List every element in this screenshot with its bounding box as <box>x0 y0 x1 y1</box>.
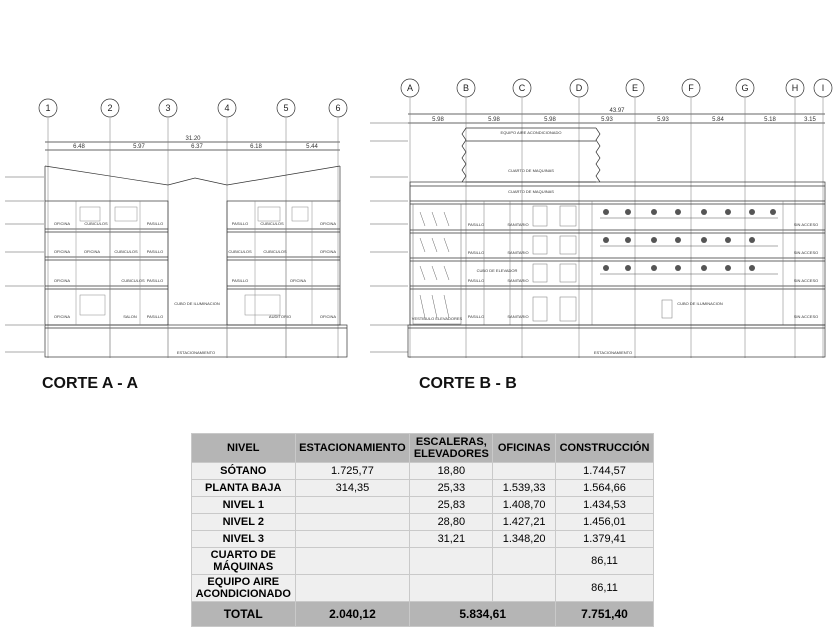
table-row <box>192 480 654 497</box>
dimension: 6.37 <box>191 144 203 150</box>
sanitario-label: SANITARIO <box>507 314 529 319</box>
axis-label: 2 <box>107 103 113 113</box>
dimension: 5.97 <box>133 144 145 150</box>
light-well-label: CUBO DE ILUMINACION <box>174 301 220 306</box>
sanitario-label: SANITARIO <box>507 222 529 227</box>
table-row <box>192 463 654 480</box>
room-label: OFICINA <box>53 221 71 226</box>
cuarto-label: CUARTO DE MAQUINAS <box>508 189 554 194</box>
oficinas-cell: 1.539,33 <box>493 480 556 497</box>
construccion-cell: 1.456,01 <box>556 514 654 531</box>
escaleras-cell: 28,80 <box>410 514 493 531</box>
area-table <box>191 433 654 627</box>
room-label: CUBICULOS <box>260 221 284 226</box>
table-row <box>192 548 654 575</box>
construccion-cell: 1.564,66 <box>556 480 654 497</box>
dimension: 5.44 <box>306 144 318 150</box>
oficinas-cell: 1.408,70 <box>493 497 556 514</box>
sin-acceso-label: SIN ACCESO <box>793 278 819 283</box>
axis-label: C <box>518 83 526 93</box>
sin-acceso-label: SIN ACCESO <box>793 314 819 319</box>
section-title-bb: CORTE B - B <box>419 375 517 392</box>
nivel-cell: NIVEL 1 <box>192 497 296 514</box>
axis-label: 3 <box>165 103 171 113</box>
equipo-label: EQUIPO AIRE ACONDICIONADO <box>500 130 562 135</box>
dimension: 5.98 <box>432 117 444 123</box>
room-label: CUBICULOS <box>263 249 287 254</box>
nivel-cell: SÓTANO <box>192 463 296 480</box>
estacionamiento-cell <box>295 497 410 514</box>
table-row <box>192 497 654 514</box>
axis-label: H <box>791 83 799 93</box>
estacionamiento-cell <box>295 514 410 531</box>
total-dimension: 43.97 <box>609 108 625 114</box>
total-estacionamiento: 2.040,12 <box>295 602 410 627</box>
axis-label: I <box>821 83 825 93</box>
room-label: OFICINA <box>319 314 337 319</box>
room-label: AUDITORIO <box>268 314 292 319</box>
basement-label: ESTACIONAMIENTO <box>176 350 216 355</box>
room-label: SALON <box>123 314 137 319</box>
escaleras-cell: 25,83 <box>410 497 493 514</box>
estacionamiento-cell <box>295 531 410 548</box>
construccion-cell: 86,11 <box>556 575 654 602</box>
elevator-label: CUBO DE ELEVADOR <box>476 268 518 273</box>
nivel-cell: EQUIPO AIRE ACONDICIONADO <box>192 575 296 602</box>
oficinas-cell: 1.348,20 <box>493 531 556 548</box>
pasillo-label: PASILLO <box>467 278 485 283</box>
header-oficinas: OFICINAS <box>493 434 556 463</box>
room-label: PASILLO <box>146 221 164 226</box>
construccion-cell: 1.744,57 <box>556 463 654 480</box>
room-label: CUBICULOS <box>228 249 252 254</box>
axis-label: F <box>688 83 694 93</box>
axis-label: 6 <box>335 103 341 113</box>
dimension: 5.18 <box>764 117 776 123</box>
room-label: OFICINA <box>289 278 307 283</box>
oficinas-cell <box>493 463 556 480</box>
estacionamiento-cell: 314,35 <box>295 480 410 497</box>
level-markers-aa <box>5 177 44 352</box>
axis-label: B <box>462 83 470 93</box>
total-oficinas: 5.834,61 <box>410 602 556 627</box>
construccion-cell: 86,11 <box>556 548 654 575</box>
total-row <box>192 602 654 627</box>
room-label: PASILLO <box>146 314 164 319</box>
nivel-cell: PLANTA BAJA <box>192 480 296 497</box>
room-label: CUBICULOS <box>121 278 145 283</box>
room-label: CUBICULOS <box>114 249 138 254</box>
pasillo-label: PASILLO <box>467 314 485 319</box>
oficinas-cell <box>493 548 556 575</box>
sanitario-label: SANITARIO <box>507 250 529 255</box>
section-title-aa: CORTE A - A <box>42 375 138 392</box>
light-well-label: CUBO DE ILUMINACION <box>677 301 723 306</box>
pasillo-label: PASILLO <box>467 222 485 227</box>
dimension: 5.98 <box>488 117 500 123</box>
header-construccion: CONSTRUCCIÓN <box>556 434 654 463</box>
construccion-cell: 1.434,53 <box>556 497 654 514</box>
estacionamiento-cell: 1.725,77 <box>295 463 410 480</box>
basement-label: ESTACIONAMIENTO <box>593 350 633 355</box>
room-label: OFICINA <box>53 249 71 254</box>
escaleras-cell: 31,21 <box>410 531 493 548</box>
axes-aa <box>39 99 347 117</box>
axis-label: 1 <box>45 103 51 113</box>
escaleras-cell <box>410 548 493 575</box>
estacionamiento-cell <box>295 548 410 575</box>
level-markers-bb <box>370 123 408 352</box>
table-row <box>192 514 654 531</box>
room-label: PASILLO <box>231 278 249 283</box>
dimension: 6.48 <box>73 144 85 150</box>
nivel-cell: CUARTO DE MÁQUINAS <box>192 548 296 575</box>
header-escaleras: ESCALERAS, ELEVADORES <box>410 434 493 463</box>
vestibulo-label: VESTIBULO ELEVADORES <box>411 316 463 321</box>
escaleras-cell: 18,80 <box>410 463 493 480</box>
oficinas-cell <box>493 575 556 602</box>
room-label: CUBICULOS <box>84 221 108 226</box>
room-label: OFICINA <box>53 314 71 319</box>
axis-label: G <box>741 83 749 93</box>
axis-label: D <box>575 83 583 93</box>
sin-acceso-label: SIN ACCESO <box>793 250 819 255</box>
room-label: PASILLO <box>231 221 249 226</box>
corte-aa-drawing <box>5 118 347 358</box>
table-header-row <box>192 434 654 463</box>
construccion-cell: 1.379,41 <box>556 531 654 548</box>
estacionamiento-cell <box>295 575 410 602</box>
axis-label: E <box>631 83 639 93</box>
dimension: 5.93 <box>657 117 669 123</box>
sin-acceso-label: SIN ACCESO <box>793 222 819 227</box>
header-estacionamiento: ESTACIONAMIENTO <box>295 434 410 463</box>
pasillo-label: PASILLO <box>467 250 485 255</box>
escaleras-cell: 25,33 <box>410 480 493 497</box>
room-label: OFICINA <box>319 221 337 226</box>
total-construccion: 7.751,40 <box>556 602 654 627</box>
oficinas-cell: 1.427,21 <box>493 514 556 531</box>
dimension: 5.98 <box>544 117 556 123</box>
nivel-cell: NIVEL 2 <box>192 514 296 531</box>
sanitario-label: SANITARIO <box>507 278 529 283</box>
dimension: 3.15 <box>804 117 816 123</box>
room-label: PASILLO <box>146 249 164 254</box>
cuarto-label: CUARTO DE MAQUINAS <box>508 168 554 173</box>
table-row <box>192 575 654 602</box>
dimension: 5.93 <box>601 117 613 123</box>
header-nivel: NIVEL <box>192 434 296 463</box>
dimension: 6.18 <box>250 144 262 150</box>
axis-label: 4 <box>224 103 230 113</box>
escaleras-cell <box>410 575 493 602</box>
room-label: OFICINA <box>53 278 71 283</box>
total-dimension: 31.20 <box>185 136 201 142</box>
total-label: TOTAL <box>192 602 296 627</box>
table-row <box>192 531 654 548</box>
dimension: 5.84 <box>712 117 724 123</box>
axis-label: 5 <box>283 103 289 113</box>
room-label: PASILLO <box>146 278 164 283</box>
nivel-cell: NIVEL 3 <box>192 531 296 548</box>
axis-label: A <box>406 83 414 93</box>
room-label: OFICINA <box>83 249 101 254</box>
room-label: OFICINA <box>319 249 337 254</box>
